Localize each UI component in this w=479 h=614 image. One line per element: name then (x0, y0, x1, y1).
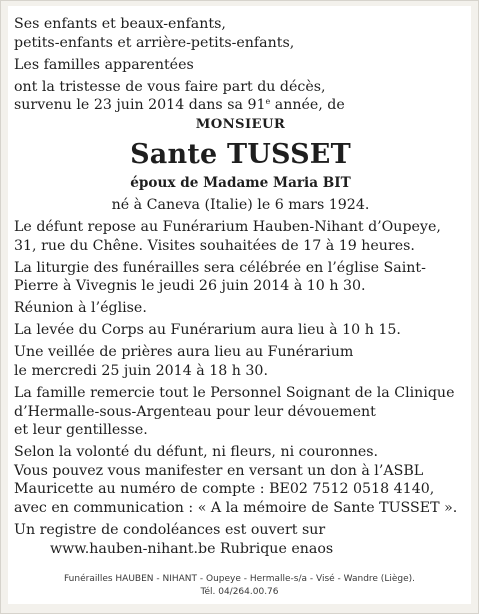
obituary-panel (8, 6, 471, 604)
thanks-paragraph: La famille remercie tout le Personnel Soignant de la Clinique d’Hermalle-sous-Argenteau pour leur dévouement et leur gentillesse. (14, 385, 455, 439)
footer-address: Funérailles HAUBEN - NIHANT - Oupeye - Hermalle-s/a - Visé - Wandre (Liège). (63, 574, 415, 584)
footer-phone: Tél. 04/264.00.76 (200, 586, 279, 597)
funeral-home-footer (8, 573, 471, 598)
birth-line: né à Caneva (Italie) le 6 mars 1924. (111, 197, 370, 214)
spouse-line: époux de Madame Maria BIT (130, 174, 351, 191)
register-paragraph: Un registre de condoléances est ouvert sur www.hauben-nihant.be Rubrique enaos (14, 521, 334, 557)
donation-paragraph: Selon la volonté du défunt, ni fleurs, ni couronnes. Vous pouvez vous manifester en versant un don à l’ASBL Mauricette au numéro de compte : BE02 7512 0518 4140, avec en communication : « A la mémoire de Sante TUSSET ». (14, 444, 458, 516)
death-announcement: ont la tristesse de vous faire part du décès, survenu le 23 juin 2014 dans sa 91e année, de (14, 78, 345, 114)
rest-paragraph: Le défunt repose au Funérarium Hauben-Nihant d’Oupeye, 31, rue du Chêne. Visites souhaitées de 17 à 19 heures. (14, 219, 441, 254)
reunion-paragraph: Réunion à l’église. (14, 300, 147, 317)
deceased-title: MONSIEUR (195, 116, 286, 132)
obituary-text (14, 15, 467, 562)
family-announcement: Ses enfants et beaux-enfants, petits-enfants et arrière-petits-enfants, (14, 16, 295, 51)
levee-paragraph: La levée du Corps au Funérarium aura lieu à 10 h 15. (14, 322, 401, 339)
liturgy-paragraph: La liturgie des funérailles sera célébrée en l’église Saint- Pierre à Vivegnis le jeudi 26 juin 2014 à 10 h 30. (14, 259, 426, 295)
vigil-paragraph: Une veillée de prières aura lieu au Funérarium le mercredi 25 juin 2014 à 18 h 30. (14, 344, 354, 380)
register-link[interactable]: www.hauben-nihant.be Rubrique enaos (50, 540, 334, 557)
deceased-name: Sante TUSSET (130, 138, 351, 170)
relatives-line: Les familles apparentées (14, 56, 194, 73)
